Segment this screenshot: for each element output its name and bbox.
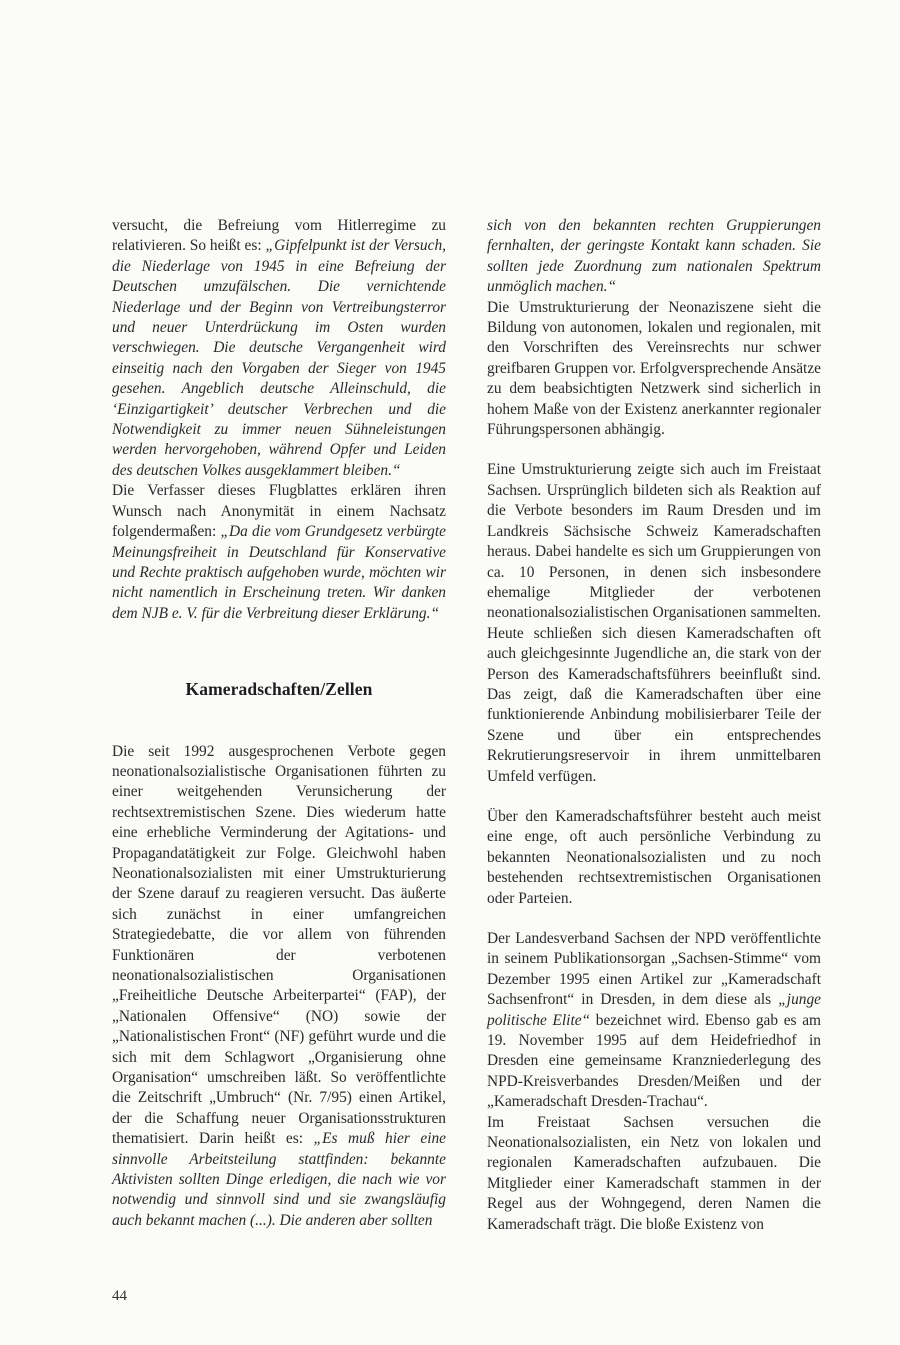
quotation: „Gipfelpunkt ist der Versuch, die Niederlage von 1945 in eine Befreiung der Deutschen umzufälschen. Die vernichtende Niederlage und der Beginn von Vertreibungsterror und neuer Unterdrückung im Osten wurden verschwiegen. Die deutsche Vergangenheit wird einseitig nach den Vorgaben der Sieger von 1945 gesehen. Angeblich deutsche Alleinschuld, die ‘Einzigartigkeit’ deutscher Verbrechen und die Notwendigkeit zu immer neuen Sühneleistungen werden hervorgehoben, während Opfer und Leiden des deutschen Volkes ausgeklammert bleiben.“	[112, 237, 446, 479]
paragraph	[487, 216, 821, 298]
paragraph: versucht, die Befreiung vom Hitlerregime zu relativieren. So heißt es: „Gipfelpunkt ist der Versuch, die Niederlage von 1945 in eine Befreiung der Deutschen umzufälschen. Die vernichtende Niederlage und der Beginn von Vertreibungsterror und neuer Unterdrückung im Osten wurden verschwiegen. Die deutsche Vergangenheit wird einseitig nach den Vorgaben der Sieger von 1945 gesehen. Angeblich deutsche Alleinschuld, die ‘Einzigartigkeit’ deutscher Verbrechen und die Notwendigkeit zu immer neuen Sühneleistungen werden hervorgehoben, während Opfer und Leiden des deutschen Volkes ausgeklammert bleiben.“	[112, 217, 446, 479]
paragraph: Die seit 1992 ausgesprochenen Verbote gegen neonationalsozialistische Organisationen führten zu einer weitgehenden Verunsicherung der rechtsextremistischen Szene. Dies wiederum hatte eine erhebliche Verminderung der Agitations- und Propagandatätigkeit zur Folge. Gleichwohl haben Neonationalsozialisten mit einer Umstrukturierung der Szene darauf zu reagieren versucht. Das äußerte sich zunächst in einer umfangreichen Strategiedebatte, die vor allem von führenden Funktionären der verbotenen neonationalsozialistischen Organisationen „Freiheitliche Deutsche Arbeiterpartei“ (FAP), der „Nationalen Offensive“ (NO) sowie der „Nationalistischen Front“ (NF) geführt wurde und die sich mit dem Schlagwort „Organisierung ohne Organisation“ umschreiben läßt. So veröffentlichte die Zeitschrift „Umbruch“ (Nr. 7/95) einen Artikel, der die Schaffung neuer Organisationsstrukturen thematisiert. Darin heißt es: „Es muß hier eine sinnvolle Arbeitsteilung stattfinden: bekannte Aktivisten sollten Dinge erledigen, die nach wie vor notwendig und sinnvoll sind und sie zwangsläufig auch bekannt machen (...). Die anderen aber sollten	[112, 742, 446, 1229]
paragraph: Über den Kameradschaftsführer besteht auch meist eine enge, oft auch persönliche Verbindung zu bekannten Neonationalsozialisten und zu noch bestehenden rechtsextremistischen Organisationen oder Parteien.	[487, 807, 821, 907]
quotation: „Es muß hier eine sinnvolle Arbeitsteilung stattfinden: bekannte Aktivisten sollten Dinge erledigen, die nach wie vor notwendig und sinnvoll sind und sie zwangsläufig auch bekannt machen (...). Die anderen aber sollten	[112, 1130, 446, 1229]
paragraph: Die Umstrukturierung der Neonaziszene sieht die Bildung von autonomen, lokalen und regionalen, mit den Vorschriften des Vereinsrechts nur schwer greifbaren Gruppen vor. Erfolgversprechende Ansätze zu dem beabsichtigten Netzwerk sind sicherlich in hohem Maße von der Existenz anerkannter regionaler Führungspersonen abhängig.	[487, 298, 821, 439]
section-heading: Kameradschaften/Zellen	[185, 679, 373, 700]
quotation: sich von den bekannten rechten Gruppierungen fernhalten, der geringste Kontakt kann schaden. Sie sollten jede Zuordnung zum nationalen Spektrum unmöglich machen.“	[487, 217, 821, 296]
quotation: „junge politische Elite“	[487, 991, 821, 1029]
paragraph: Eine Umstrukturierung zeigte sich auch im Freistaat Sachsen. Ursprünglich bildeten sich als Reaktion auf die Verbote besonders im Raum Dresden und im Landkreis Sächsische Schweiz Kameradschaften heraus. Dabei handelte es sich um Gruppierungen von ca. 10 Personen, in denen sich insbesondere ehemalige Mitglieder der verbotenen neonationalsozialistischen Organisationen sammelten. Heute schließen sich diesen Kameradschaften oft auch gleichgesinnte Jugendliche an, die stark von der Person des Kameradschaftsführers beeinflußt sind. Das zeigt, daß die Kameradschaften über eine funktionierende Anbindung mobilisierbarer Teile der Szene und über ein entsprechendes Rekrutierungsreservoir in ihrem unmittelbaren Umfeld verfügen.	[487, 461, 821, 785]
quotation: „Da die vom Grundgesetz verbürgte Meinungsfreiheit in Deutschland für Konservative und Rechte praktisch aufgehoben wurde, möchten wir nicht namentlich in Erscheinung treten. Wir danken dem NJB e. V. für die Verbreitung dieser Erklärung.“	[112, 523, 446, 622]
paragraph: Im Freistaat Sachsen versuchen die Neonationalsozialisten, ein Netz von lokalen und regionalen Kameradschaften aufzubauen. Die Mitglieder einer Kameradschaft stammen in der Regel aus der Wohngegend, deren Namen die Kameradschaft trägt. Die bloße Existenz von	[487, 1113, 821, 1233]
paragraph: Der Landesverband Sachsen der NPD veröffentlichte in seinem Publikationsorgan „Sachsen-Stimme“ vom Dezember 1995 einen Artikel zur „Kameradschaft Sachsenfront“ in Dresden, in dem diese als „junge politische Elite“ bezeichnet wird. Ebenso gab es am 19. November 1995 auf dem Heidefriedhof in Dresden eine gemeinsame Kranzniederlegung des NPD-Kreisverbandes Dresden/Meißen und der „Kameradschaft Dresden-Trachau“.	[487, 930, 821, 1111]
left-column	[112, 216, 446, 1231]
paragraph: Die Verfasser dieses Flugblattes erklären ihren Wunsch nach Anonymität in einem Nachsatz folgendermaßen: „Da die vom Grundgesetz verbürgte Meinungsfreiheit in Deutschland für Konservative und Rechte praktisch aufgehoben wurde, möchten wir nicht namentlich in Erscheinung treten. Wir danken dem NJB e. V. für die Verbreitung dieser Erklärung.“	[112, 482, 446, 622]
right-column	[487, 216, 821, 1235]
page-number: 44	[112, 1288, 127, 1304]
